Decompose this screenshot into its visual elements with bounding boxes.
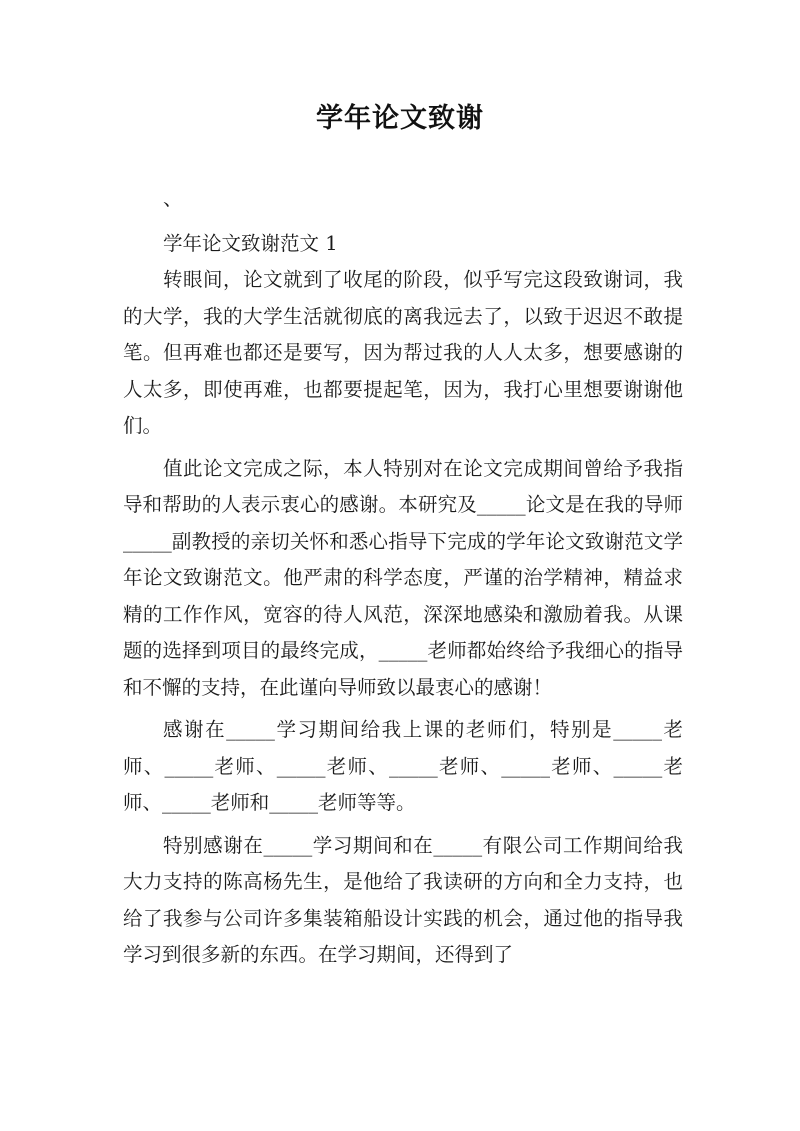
section-heading: 学年论文致谢范文 1 <box>163 231 338 255</box>
bullet-mark: 、 <box>163 187 183 210</box>
paragraph-4: 特别感谢在_____学习期间和在_____有限公司工作期间给我大力支持的陈高杨先生，是他给了我读研的方向和全力支持，也给了我参与公司许多集装箱船设计实践的机会，通过他的指导我学习到很多新的东西。在学习期间，还得到了 <box>123 833 683 966</box>
document-body <box>123 189 683 974</box>
document-title: 学年论文致谢 <box>316 103 484 134</box>
paragraph-3: 感谢在_____学习期间给我上课的老师们，特别是_____老师、_____老师、_____老师、_____老师、_____老师、_____老师、_____老师和_____老师等等。 <box>123 718 683 814</box>
paragraph-1: 转眼间，论文就到了收尾的阶段，似乎写完这段致谢词，我的大学，我的大学生活就彻底的离我远去了，以致于迟迟不敢提笔。但再难也都还是要写，因为帮过我的人人太多，想要感谢的人太多，即使再难，也都要提起笔，因为，我打心里想要谢谢他们。 <box>123 268 683 437</box>
paragraph-2: 值此论文完成之际，本人特别对在论文完成期间曾给予我指导和帮助的人表示衷心的感谢。本研究及_____论文是在我的导师_____副教授的亲切关怀和悉心指导下完成的学年论文致谢范文学年论文致谢范文。他严肃的科学态度，严谨的治学精神，精益求精的工作作风，宽容的待人风范，深深地感染和激励着我。从课题的选择到项目的最终完成，_____老师都始终给予我细心的指导和不懈的支持，在此谨向导师致以最衷心的感谢！ <box>123 456 683 699</box>
